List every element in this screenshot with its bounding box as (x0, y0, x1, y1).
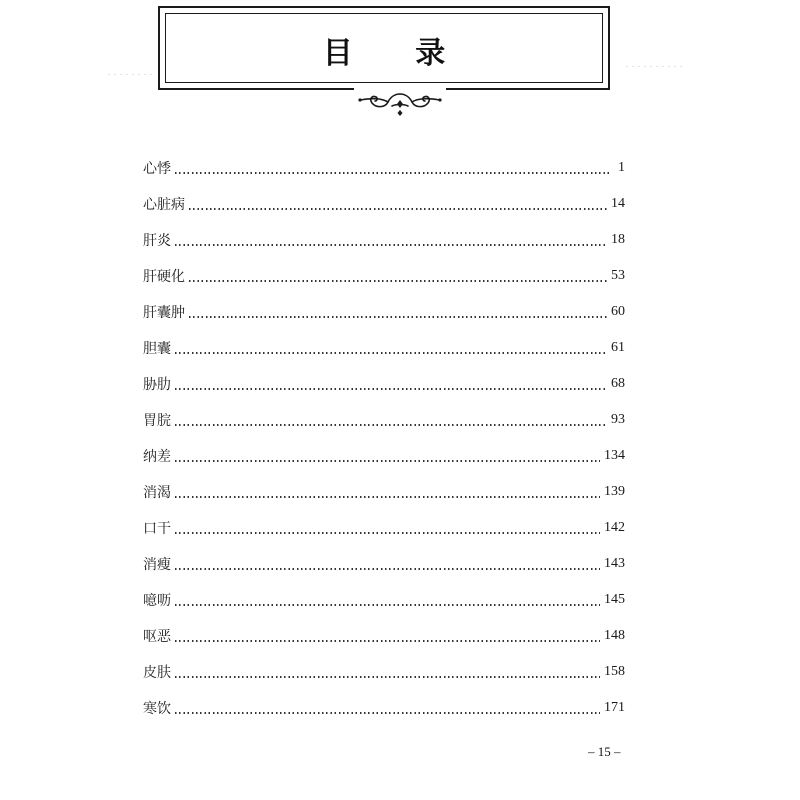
toc-entry-page: 139 (604, 484, 625, 499)
toc-entry (143, 546, 625, 582)
toc-entry (143, 294, 625, 330)
toc-entry-page: 18 (611, 232, 625, 247)
toc-entry-page: 68 (611, 376, 625, 391)
toc-entry-page: 171 (604, 700, 625, 715)
page-number: – 15 – (588, 744, 621, 759)
toc-entry-title: 肝炎 (143, 233, 171, 249)
toc-entry-title: 肝硬化 (143, 269, 185, 285)
toc-leader-dots (175, 532, 600, 534)
page-title: 目 录 (322, 36, 472, 71)
toc-entry-title: 胃脘 (143, 413, 171, 429)
toc-leader-dots (189, 208, 607, 210)
toc-entry (143, 258, 625, 294)
toc-entry-page: 142 (604, 520, 625, 535)
toc-leader-dots (189, 316, 607, 318)
toc-entry-title: 消瘦 (143, 557, 171, 573)
toc-entry-page: 14 (611, 196, 625, 211)
toc-leader-dots (175, 568, 600, 570)
toc-entry (143, 618, 625, 654)
toc-entry-page: 145 (604, 592, 625, 607)
toc-entry-title: 口干 (143, 521, 171, 537)
scroll-ornament-icon (354, 86, 446, 118)
toc-leader-dots (175, 676, 600, 678)
toc-entry-page: 158 (604, 664, 625, 679)
toc-entry-page: 1 (618, 160, 625, 175)
toc-entry (143, 438, 625, 474)
divider (108, 74, 156, 75)
divider (626, 66, 686, 67)
toc-entry (143, 474, 625, 510)
toc-entry-page: 134 (604, 448, 625, 463)
toc-entry-page: 93 (611, 412, 625, 427)
toc-entry-title: 胁肋 (143, 377, 171, 393)
toc-entry (143, 690, 625, 726)
toc-entry-page: 53 (611, 268, 625, 283)
toc-entry-title: 皮肤 (143, 665, 171, 681)
toc-entry (143, 510, 625, 546)
toc-entry-title: 噫呖 (143, 593, 171, 609)
toc-entry-title: 肝囊肿 (143, 305, 185, 321)
table-of-contents (143, 150, 625, 726)
toc-leader-dots (189, 280, 607, 282)
toc-leader-dots (175, 496, 600, 498)
toc-entry-page: 148 (604, 628, 625, 643)
toc-leader-dots (175, 352, 607, 354)
toc-entry-title: 消渴 (143, 485, 171, 501)
toc-entry-page: 60 (611, 304, 625, 319)
toc-entry (143, 402, 625, 438)
toc-entry-page: 143 (604, 556, 625, 571)
toc-leader-dots (175, 244, 607, 246)
toc-entry (143, 582, 625, 618)
toc-entry (143, 222, 625, 258)
toc-entry-title: 胆囊 (143, 341, 171, 357)
toc-entry-title: 寒饮 (143, 701, 171, 717)
toc-entry (143, 654, 625, 690)
title-frame (158, 6, 610, 90)
toc-entry (143, 366, 625, 402)
toc-leader-dots (175, 172, 609, 174)
toc-entry (143, 186, 625, 222)
toc-leader-dots (175, 712, 600, 714)
toc-leader-dots (175, 424, 607, 426)
toc-entry-title: 心脏病 (143, 197, 185, 213)
toc-entry-title: 呕恶 (143, 629, 171, 645)
toc-entry (143, 150, 625, 186)
toc-leader-dots (175, 604, 600, 606)
toc-entry (143, 330, 625, 366)
toc-entry-title: 心悸 (143, 161, 171, 177)
toc-leader-dots (175, 460, 600, 462)
toc-leader-dots (175, 640, 600, 642)
toc-leader-dots (175, 388, 607, 390)
toc-entry-page: 61 (611, 340, 625, 355)
toc-entry-title: 纳差 (143, 449, 171, 465)
